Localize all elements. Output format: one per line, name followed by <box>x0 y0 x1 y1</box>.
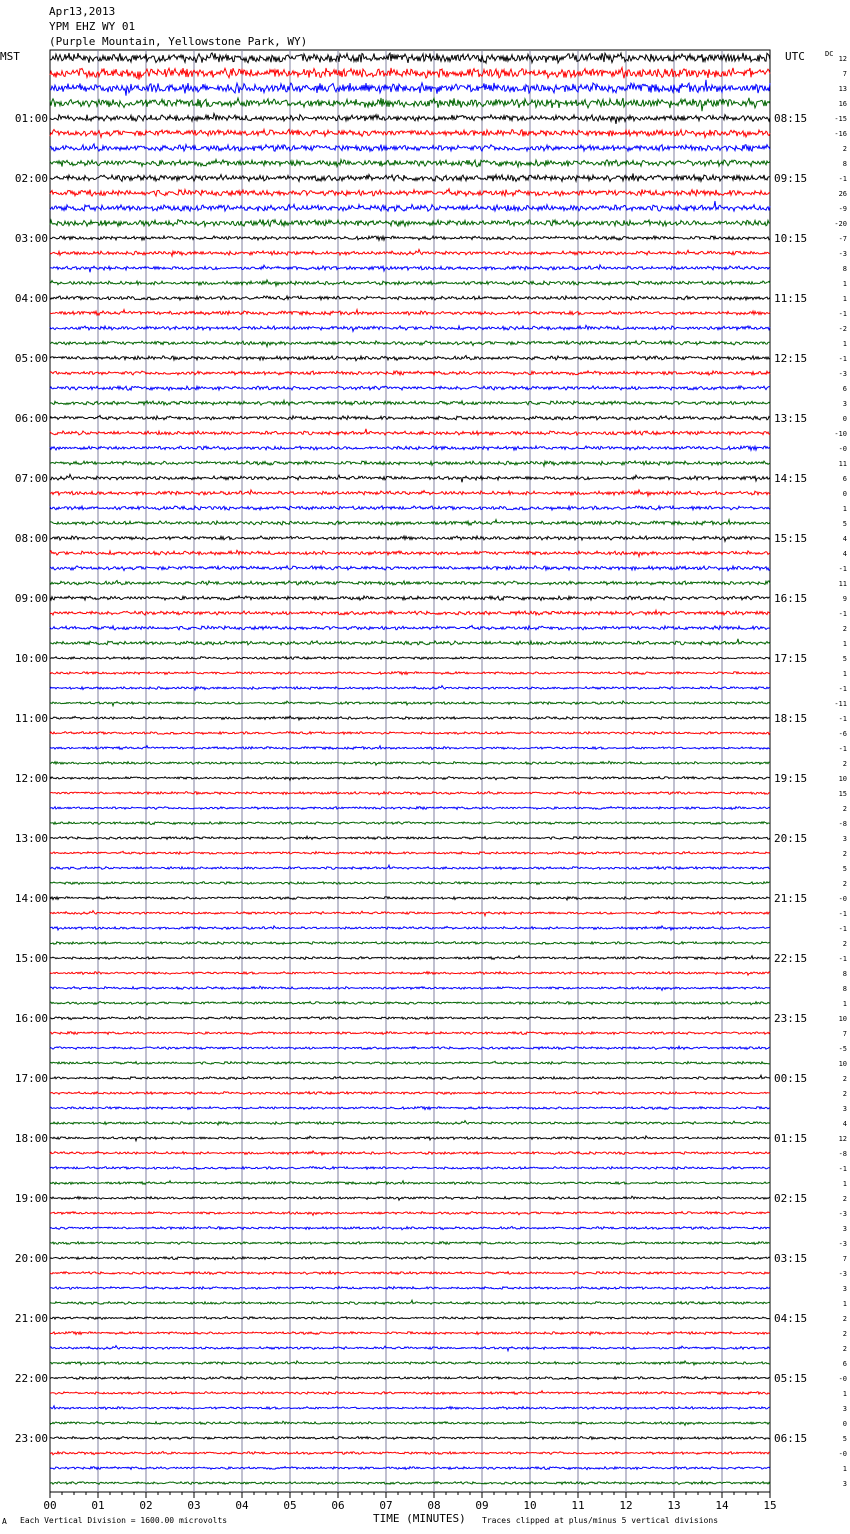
trace-line <box>50 1212 770 1216</box>
trace-line <box>50 129 770 137</box>
hour-label-mst: 03:00 <box>14 232 48 245</box>
dc-offset-label: -0 <box>838 1450 847 1458</box>
trace-line <box>50 325 770 331</box>
trace-line <box>50 1467 770 1470</box>
hour-label-mst: 15:00 <box>14 952 48 965</box>
dc-offset-label: -2 <box>838 325 847 333</box>
trace-line <box>50 160 770 167</box>
trace-line <box>50 490 770 496</box>
trace-line <box>50 386 770 390</box>
trace-line <box>50 1406 770 1410</box>
trace-line <box>50 1332 770 1335</box>
trace-line <box>50 566 770 571</box>
dc-offset-label: 12 <box>838 1135 847 1143</box>
trace-line <box>50 446 770 450</box>
dc-offset-label: 10 <box>838 1015 847 1023</box>
dc-offset-label: 3 <box>842 1105 847 1113</box>
trace-line <box>50 474 770 482</box>
trace-line <box>50 1346 770 1351</box>
hour-label-utc: 23:15 <box>774 1012 808 1025</box>
trace-line <box>50 639 770 645</box>
trace-line <box>50 114 770 124</box>
scale-mark: A <box>2 1517 7 1526</box>
trace-line <box>50 972 770 976</box>
dc-offset-label: 3 <box>842 1225 847 1233</box>
dc-offset-label: 2 <box>842 145 847 153</box>
hour-label-mst: 19:00 <box>14 1192 48 1205</box>
dc-offset-label: 6 <box>842 385 847 393</box>
hour-label-mst: 22:00 <box>14 1372 48 1385</box>
trace-line <box>50 1451 770 1454</box>
trace-line <box>50 536 770 541</box>
trace-line <box>50 732 770 735</box>
trace-line <box>50 657 770 660</box>
x-tick-label: 13 <box>667 1499 681 1512</box>
dc-offset-label: 3 <box>842 1285 847 1293</box>
trace-line <box>50 882 770 885</box>
trace-line <box>50 400 770 405</box>
hour-label-utc: 18:15 <box>774 712 808 725</box>
dc-offset-label: 8 <box>842 160 847 168</box>
dc-offset-label: 3 <box>842 1405 847 1413</box>
hour-label-utc: 12:15 <box>774 352 808 365</box>
dc-offset-label: -15 <box>834 115 847 123</box>
dc-offset-label: 2 <box>842 1075 847 1083</box>
trace-line <box>50 429 770 435</box>
trace-line <box>50 626 770 630</box>
trace-line <box>50 986 770 990</box>
dc-offset-label: 16 <box>838 100 847 108</box>
trace-line <box>50 1092 770 1095</box>
trace-line <box>50 1016 770 1019</box>
dc-offset-label: 1 <box>842 1300 847 1308</box>
hour-label-utc: 22:15 <box>774 952 808 965</box>
hour-label-mst: 20:00 <box>14 1252 48 1265</box>
dc-offset-label: 7 <box>842 1255 847 1263</box>
hour-label-utc: 11:15 <box>774 292 808 305</box>
dc-offset-label: 2 <box>842 1345 847 1353</box>
dc-offset-label: 10 <box>838 1060 847 1068</box>
dc-offset-label: -16 <box>834 130 847 138</box>
dc-offset-label: 8 <box>842 265 847 273</box>
trace-line <box>50 416 770 420</box>
dc-offset-label: -3 <box>838 1210 847 1218</box>
trace-line <box>50 506 770 510</box>
trace-line <box>50 1286 770 1289</box>
trace-line <box>50 1421 770 1425</box>
hour-label-mst: 06:00 <box>14 412 48 425</box>
dc-offset-label: 2 <box>842 1330 847 1338</box>
dc-offset-label: 2 <box>842 625 847 633</box>
dc-offset-label: 10 <box>838 775 847 783</box>
hour-label-utc: 10:15 <box>774 232 808 245</box>
hour-label-mst: 10:00 <box>14 652 48 665</box>
hour-label-mst: 09:00 <box>14 592 48 605</box>
dc-offset-label: 2 <box>842 760 847 768</box>
dc-offset-label: 11 <box>838 580 847 588</box>
trace-line <box>50 236 770 240</box>
hour-label-utc: 17:15 <box>774 652 808 665</box>
dc-offset-label: 2 <box>842 1090 847 1098</box>
trace-line <box>50 956 770 960</box>
trace-line <box>50 1136 770 1141</box>
dc-offset-label: -1 <box>838 1165 847 1173</box>
dc-offset-label: 13 <box>838 85 847 93</box>
trace-line <box>50 1196 770 1200</box>
dc-offset-label: 1 <box>842 340 847 348</box>
dc-offset-label: -0 <box>838 1375 847 1383</box>
date-label: Apr13,2013 <box>49 5 116 18</box>
dc-offset-label: 8 <box>842 970 847 978</box>
trace-line <box>50 53 770 63</box>
dc-offset-label: -9 <box>838 205 847 213</box>
hour-label-mst: 05:00 <box>14 352 48 365</box>
x-tick-label: 05 <box>283 1499 297 1512</box>
hour-label-utc: 03:15 <box>774 1252 808 1265</box>
dc-offset-label: 12 <box>838 55 847 63</box>
hour-label-mst: 11:00 <box>14 712 48 725</box>
x-axis-title: TIME (MINUTES) <box>373 1512 466 1525</box>
dc-offset-label: 11 <box>838 460 847 468</box>
hour-label-utc: 13:15 <box>774 412 808 425</box>
trace-line <box>50 1257 770 1260</box>
dc-offset-label: 8 <box>842 985 847 993</box>
trace-line <box>50 942 770 945</box>
dc-offset-label: -8 <box>838 1150 847 1158</box>
hour-label-utc: 01:15 <box>774 1132 808 1145</box>
hour-label-mst: 07:00 <box>14 472 48 485</box>
dc-offset-label: -0 <box>838 895 847 903</box>
trace-line <box>50 1181 770 1185</box>
trace-line <box>50 911 770 916</box>
dc-offset-label: 7 <box>842 1030 847 1038</box>
trace-line <box>50 356 770 361</box>
hour-label-utc: 09:15 <box>774 172 808 185</box>
hour-label-utc: 15:15 <box>774 532 808 545</box>
dc-offset-label: 2 <box>842 880 847 888</box>
trace-line <box>50 1361 770 1365</box>
trace-line <box>50 68 770 80</box>
dc-offset-label: 2 <box>842 1315 847 1323</box>
station-label: YPM EHZ WY 01 <box>49 20 136 33</box>
trace-line <box>50 1481 770 1484</box>
right-timezone-label: UTC <box>785 50 805 63</box>
hour-label-utc: 16:15 <box>774 592 808 605</box>
x-tick-label: 02 <box>139 1499 153 1512</box>
dc-offset-label: -1 <box>838 955 847 963</box>
dc-offset-label: 1 <box>842 640 847 648</box>
hour-label-utc: 08:15 <box>774 112 808 125</box>
trace-line <box>50 189 770 196</box>
trace-line <box>50 1300 770 1304</box>
dc-offset-label: 6 <box>842 1360 847 1368</box>
trace-line <box>50 98 770 111</box>
trace-line <box>50 1075 770 1079</box>
dc-offset-label: 7 <box>842 70 847 78</box>
trace-line <box>50 265 770 272</box>
dc-offset-label: 2 <box>842 940 847 948</box>
dc-offset-label: 1 <box>842 1465 847 1473</box>
dc-offset-label: -6 <box>838 730 847 738</box>
dc-offset-label: -1 <box>838 745 847 753</box>
x-tick-label: 03 <box>187 1499 201 1512</box>
hour-label-utc: 19:15 <box>774 772 808 785</box>
trace-line <box>50 1061 770 1064</box>
trace-line <box>50 220 770 227</box>
hour-label-utc: 20:15 <box>774 832 808 845</box>
trace-line <box>50 1121 770 1125</box>
trace-line <box>50 249 770 256</box>
dc-offset-label: 1 <box>842 1000 847 1008</box>
left-timezone-label: MST <box>0 50 20 63</box>
x-tick-label: 04 <box>235 1499 249 1512</box>
trace-line <box>50 280 770 286</box>
hour-label-utc: 04:15 <box>774 1312 808 1325</box>
dc-offset-label: 3 <box>842 400 847 408</box>
trace-line <box>50 807 770 810</box>
trace-line <box>50 822 770 825</box>
hour-label-utc: 21:15 <box>774 892 808 905</box>
trace-line <box>50 201 770 211</box>
dc-offset-label: 5 <box>842 865 847 873</box>
location-label: (Purple Mountain, Yellowstone Park, WY) <box>49 35 308 48</box>
dc-offset-label: 0 <box>842 490 847 498</box>
hour-label-mst: 04:00 <box>14 292 48 305</box>
dc-offset-label: 26 <box>838 190 847 198</box>
trace-line <box>50 461 770 466</box>
dc-offset-label: -20 <box>834 220 847 228</box>
dc-offset-label: 4 <box>842 1120 847 1128</box>
dc-offset-label: -1 <box>838 685 847 693</box>
dc-offset-label: 1 <box>842 280 847 288</box>
trace-line <box>50 1242 770 1245</box>
x-tick-label: 07 <box>379 1499 393 1512</box>
trace-line <box>50 1032 770 1035</box>
trace-line <box>50 746 770 750</box>
dc-offset-label: -1 <box>838 310 847 318</box>
hour-label-mst: 21:00 <box>14 1312 48 1325</box>
hour-label-mst: 13:00 <box>14 832 48 845</box>
trace-line <box>50 310 770 315</box>
x-tick-label: 08 <box>427 1499 441 1512</box>
dc-offset-label: -3 <box>838 370 847 378</box>
hour-label-mst: 01:00 <box>14 112 48 125</box>
dc-offset-label: 6 <box>842 475 847 483</box>
dc-offset-label: 1 <box>842 505 847 513</box>
dc-label: DC <box>825 50 834 58</box>
dc-offset-label: 2 <box>842 850 847 858</box>
trace-line <box>50 851 770 854</box>
trace-line <box>50 836 770 839</box>
hour-label-utc: 05:15 <box>774 1372 808 1385</box>
hour-label-mst: 23:00 <box>14 1432 48 1445</box>
x-tick-label: 10 <box>523 1499 537 1512</box>
dc-offset-label: 2 <box>842 1195 847 1203</box>
trace-line <box>50 1377 770 1380</box>
trace-line <box>50 1046 770 1049</box>
dc-offset-label: -1 <box>838 355 847 363</box>
trace-line <box>50 341 770 347</box>
x-tick-label: 06 <box>331 1499 345 1512</box>
hour-label-mst: 18:00 <box>14 1132 48 1145</box>
trace-line <box>50 581 770 585</box>
trace-line <box>50 761 770 765</box>
trace-line <box>50 371 770 375</box>
hour-label-mst: 16:00 <box>14 1012 48 1025</box>
x-tick-label: 15 <box>763 1499 777 1512</box>
trace-line <box>50 1271 770 1274</box>
hour-label-utc: 06:15 <box>774 1432 808 1445</box>
trace-line <box>50 596 770 601</box>
trace-line <box>50 550 770 556</box>
hour-label-mst: 14:00 <box>14 892 48 905</box>
dc-offset-label: 3 <box>842 1480 847 1488</box>
clipping-note: Traces clipped at plus/minus 5 vertical divisions <box>482 1516 719 1525</box>
dc-offset-label: 1 <box>842 1180 847 1188</box>
trace-line <box>50 144 770 151</box>
dc-offset-label: -3 <box>838 1270 847 1278</box>
dc-offset-label: -3 <box>838 250 847 258</box>
x-tick-label: 09 <box>475 1499 489 1512</box>
dc-offset-label: -8 <box>838 820 847 828</box>
dc-offset-label: -7 <box>838 235 847 243</box>
hour-label-mst: 02:00 <box>14 172 48 185</box>
dc-offset-label: 5 <box>842 655 847 663</box>
dc-offset-label: 1 <box>842 295 847 303</box>
dc-offset-label: 4 <box>842 550 847 558</box>
dc-offset-label: 0 <box>842 1420 847 1428</box>
trace-line <box>50 1226 770 1229</box>
trace-line <box>50 1151 770 1155</box>
trace-line <box>50 610 770 615</box>
dc-offset-label: 9 <box>842 595 847 603</box>
trace-line <box>50 296 770 300</box>
trace-line <box>50 1107 770 1110</box>
trace-line <box>50 1317 770 1320</box>
dc-offset-label: 1 <box>842 1390 847 1398</box>
trace-line <box>50 716 770 720</box>
dc-offset-label: 5 <box>842 1435 847 1443</box>
trace-line <box>50 1002 770 1005</box>
trace-line <box>50 520 770 525</box>
x-tick-label: 00 <box>43 1499 57 1512</box>
x-tick-label: 01 <box>91 1499 105 1512</box>
dc-offset-label: 2 <box>842 805 847 813</box>
hour-label-utc: 02:15 <box>774 1192 808 1205</box>
dc-offset-label: 1 <box>842 670 847 678</box>
dc-offset-label: 15 <box>838 790 847 798</box>
trace-line <box>50 174 770 182</box>
vertical-division-note: Each Vertical Division = 1600.00 microvolts <box>20 1516 228 1525</box>
trace-line <box>50 1391 770 1395</box>
trace-line <box>50 791 770 794</box>
hour-label-mst: 17:00 <box>14 1072 48 1085</box>
dc-offset-label: 5 <box>842 520 847 528</box>
hour-label-mst: 08:00 <box>14 532 48 545</box>
x-tick-label: 14 <box>715 1499 729 1512</box>
dc-offset-label: -1 <box>838 925 847 933</box>
hour-label-utc: 14:15 <box>774 472 808 485</box>
dc-offset-label: 4 <box>842 535 847 543</box>
dc-offset-label: -1 <box>838 565 847 573</box>
dc-offset-label: -1 <box>838 610 847 618</box>
dc-offset-label: -1 <box>838 175 847 183</box>
hour-label-mst: 12:00 <box>14 772 48 785</box>
dc-offset-label: -3 <box>838 1240 847 1248</box>
trace-line <box>50 80 770 96</box>
dc-offset-label: -11 <box>834 700 847 708</box>
dc-offset-label: -1 <box>838 910 847 918</box>
dc-offset-label: -5 <box>838 1045 847 1053</box>
trace-line <box>50 1167 770 1170</box>
dc-offset-label: -0 <box>838 445 847 453</box>
dc-offset-label: 3 <box>842 835 847 843</box>
dc-offset-label: -1 <box>838 715 847 723</box>
x-tick-label: 11 <box>571 1499 585 1512</box>
hour-label-utc: 00:15 <box>774 1072 808 1085</box>
trace-line <box>50 686 770 690</box>
dc-offset-label: -10 <box>834 430 847 438</box>
trace-line <box>50 672 770 675</box>
trace-line <box>50 865 770 869</box>
trace-line <box>50 1437 770 1440</box>
trace-line <box>50 926 770 930</box>
trace-line <box>50 701 770 706</box>
x-tick-label: 12 <box>619 1499 633 1512</box>
trace-line <box>50 777 770 781</box>
dc-offset-label: 0 <box>842 415 847 423</box>
trace-line <box>50 897 770 900</box>
